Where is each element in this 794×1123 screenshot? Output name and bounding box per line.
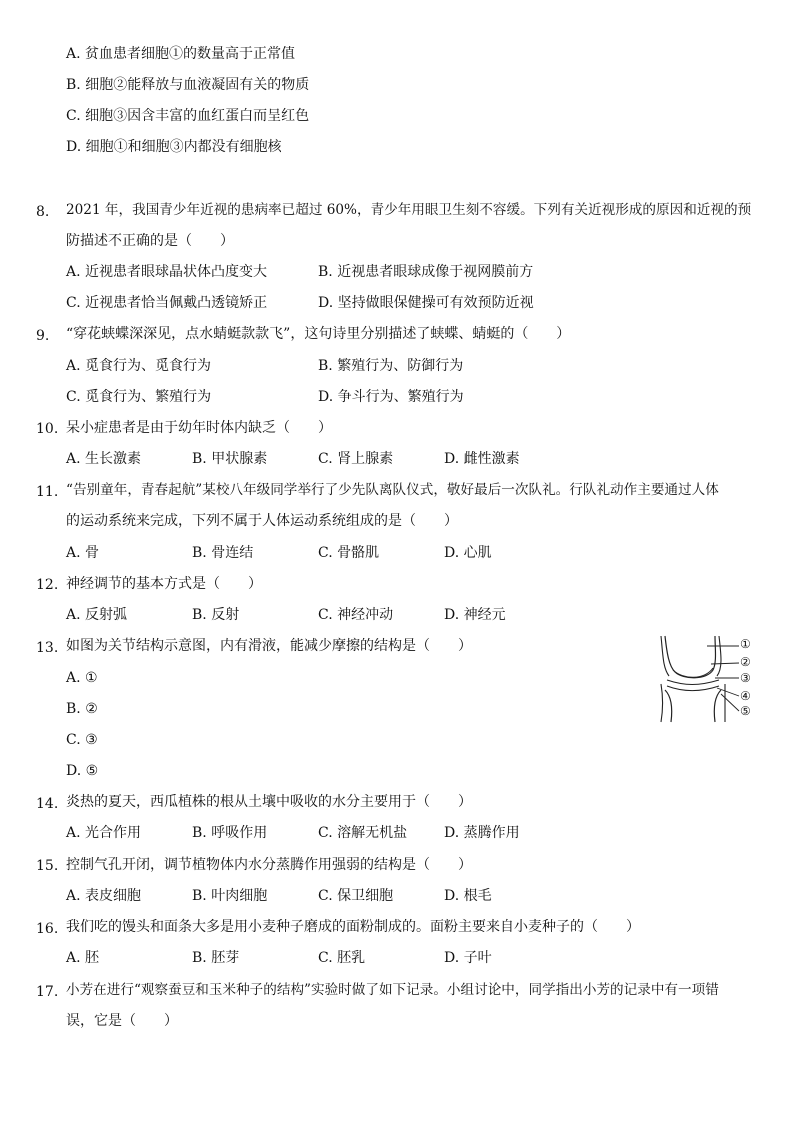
q10-option-d: D. 雌性激素 [444, 451, 520, 467]
q8-option-a: A. 近视患者眼球晶状体凸度变大 [66, 264, 268, 280]
q14-number: 14. [36, 796, 59, 812]
q16-option-d: D. 子叶 [444, 950, 492, 966]
q16-option-a: A. 胚 [66, 950, 100, 966]
q11-number: 11. [36, 484, 59, 500]
q10-option-a: A. 生长激素 [66, 451, 142, 467]
q8-stem-line2: 防描述不正确的是（ ） [66, 233, 234, 249]
q12-option-c: C. 神经冲动 [318, 607, 394, 623]
q10-stem: 呆小症患者是由于幼年时体内缺乏（ ） [66, 420, 332, 436]
q15-option-d: D. 根毛 [444, 888, 492, 904]
figure-label-5: ⑤ [740, 704, 751, 718]
q14-option-c: C. 溶解无机盐 [318, 825, 408, 841]
q10-option-b: B. 甲状腺素 [192, 451, 268, 467]
q11-option-b: B. 骨连结 [192, 545, 254, 561]
q12-option-b: B. 反射 [192, 607, 240, 623]
figure-label-4: ④ [740, 689, 751, 703]
q7-option-b: B. 细胞②能释放与血液凝固有关的物质 [66, 77, 310, 93]
q17-number: 17. [36, 984, 59, 1000]
q9-option-d: D. 争斗行为、繁殖行为 [318, 389, 464, 405]
q14-option-a: A. 光合作用 [66, 825, 142, 841]
q16-number: 16. [36, 921, 59, 937]
q16-option-c: C. 胚乳 [318, 950, 366, 966]
joint-structure-svg [655, 634, 790, 724]
q7-option-c: C. 细胞③因含丰富的血红蛋白而呈红色 [66, 108, 310, 124]
q12-option-a: A. 反射弧 [66, 607, 128, 623]
q14-option-d: D. 蒸腾作用 [444, 825, 520, 841]
q11-option-c: C. 骨骼肌 [318, 545, 380, 561]
q15-option-b: B. 叶肉细胞 [192, 888, 268, 904]
figure-label-3: ③ [740, 671, 751, 685]
q13-option-b: B. ② [66, 701, 98, 717]
q9-option-a: A. 觅食行为、觅食行为 [66, 358, 212, 374]
q7-option-a: A. 贫血患者细胞①的数量高于正常值 [66, 46, 296, 62]
q16-stem: 我们吃的馒头和面条大多是用小麦种子磨成的面粉制成的。面粉主要来自小麦种子的（ ） [66, 919, 640, 935]
q10-option-c: C. 肾上腺素 [318, 451, 394, 467]
figure-label-2: ② [740, 655, 751, 669]
joint-structure-diagram [655, 634, 790, 724]
q9-option-c: C. 觅食行为、繁殖行为 [66, 389, 212, 405]
q17-stem-line1: 小芳在进行“观察蚕豆和玉米种子的结构”实验时做了如下记录。小组讨论中，同学指出小芳的记录中有一项错 [66, 982, 719, 998]
q13-number: 13. [36, 640, 59, 656]
q13-option-c: C. ③ [66, 732, 98, 748]
q9-number: 9. [36, 328, 50, 344]
q11-option-d: D. 心肌 [444, 545, 492, 561]
figure-label-1: ① [740, 637, 751, 651]
q14-stem: 炎热的夏天，西瓜植株的根从土壤中吸收的水分主要用于（ ） [66, 794, 472, 810]
q8-stem-line1: 2021 年，我国青少年近视的患病率已超过 60%，青少年用眼卫生刻不容缓。下列有关近视形成的原因和近视的预 [66, 202, 752, 218]
q12-option-d: D. 神经元 [444, 607, 506, 623]
q7-option-d: D. 细胞①和细胞③内都没有细胞核 [66, 139, 282, 155]
q12-stem: 神经调节的基本方式是（ ） [66, 576, 262, 592]
q17-stem-line2: 误，它是（ ） [66, 1013, 178, 1029]
q9-stem: “穿花蛱蝶深深见，点水蜻蜓款款飞”，这句诗里分别描述了蛱蝶、蜻蜓的（ ） [66, 326, 571, 342]
q11-option-a: A. 骨 [66, 545, 100, 561]
q15-stem: 控制气孔开闭，调节植物体内水分蒸腾作用强弱的结构是（ ） [66, 857, 472, 873]
q13-stem: 如图为关节结构示意图，内有滑液，能减少摩擦的结构是（ ） [66, 638, 472, 654]
q10-number: 10. [36, 421, 59, 437]
q13-option-a: A. ① [66, 670, 98, 686]
q8-number: 8. [36, 204, 50, 220]
q16-option-b: B. 胚芽 [192, 950, 240, 966]
q8-option-c: C. 近视患者恰当佩戴凸透镜矫正 [66, 295, 268, 311]
q15-option-c: C. 保卫细胞 [318, 888, 394, 904]
q8-option-b: B. 近视患者眼球成像于视网膜前方 [318, 264, 534, 280]
q15-number: 15. [36, 858, 59, 874]
q11-stem-line1: “告别童年，青春起航”某校八年级同学举行了少先队离队仪式，敬好最后一次队礼。行队礼动作主要通过人体 [66, 482, 719, 498]
q15-option-a: A. 表皮细胞 [66, 888, 142, 904]
q14-option-b: B. 呼吸作用 [192, 825, 268, 841]
q11-stem-line2: 的运动系统来完成，下列不属于人体运动系统组成的是（ ） [66, 513, 458, 529]
q13-option-d: D. ⑤ [66, 763, 99, 779]
q12-number: 12. [36, 577, 59, 593]
q8-option-d: D. 坚持做眼保健操可有效预防近视 [318, 295, 534, 311]
q9-option-b: B. 繁殖行为、防御行为 [318, 358, 464, 374]
